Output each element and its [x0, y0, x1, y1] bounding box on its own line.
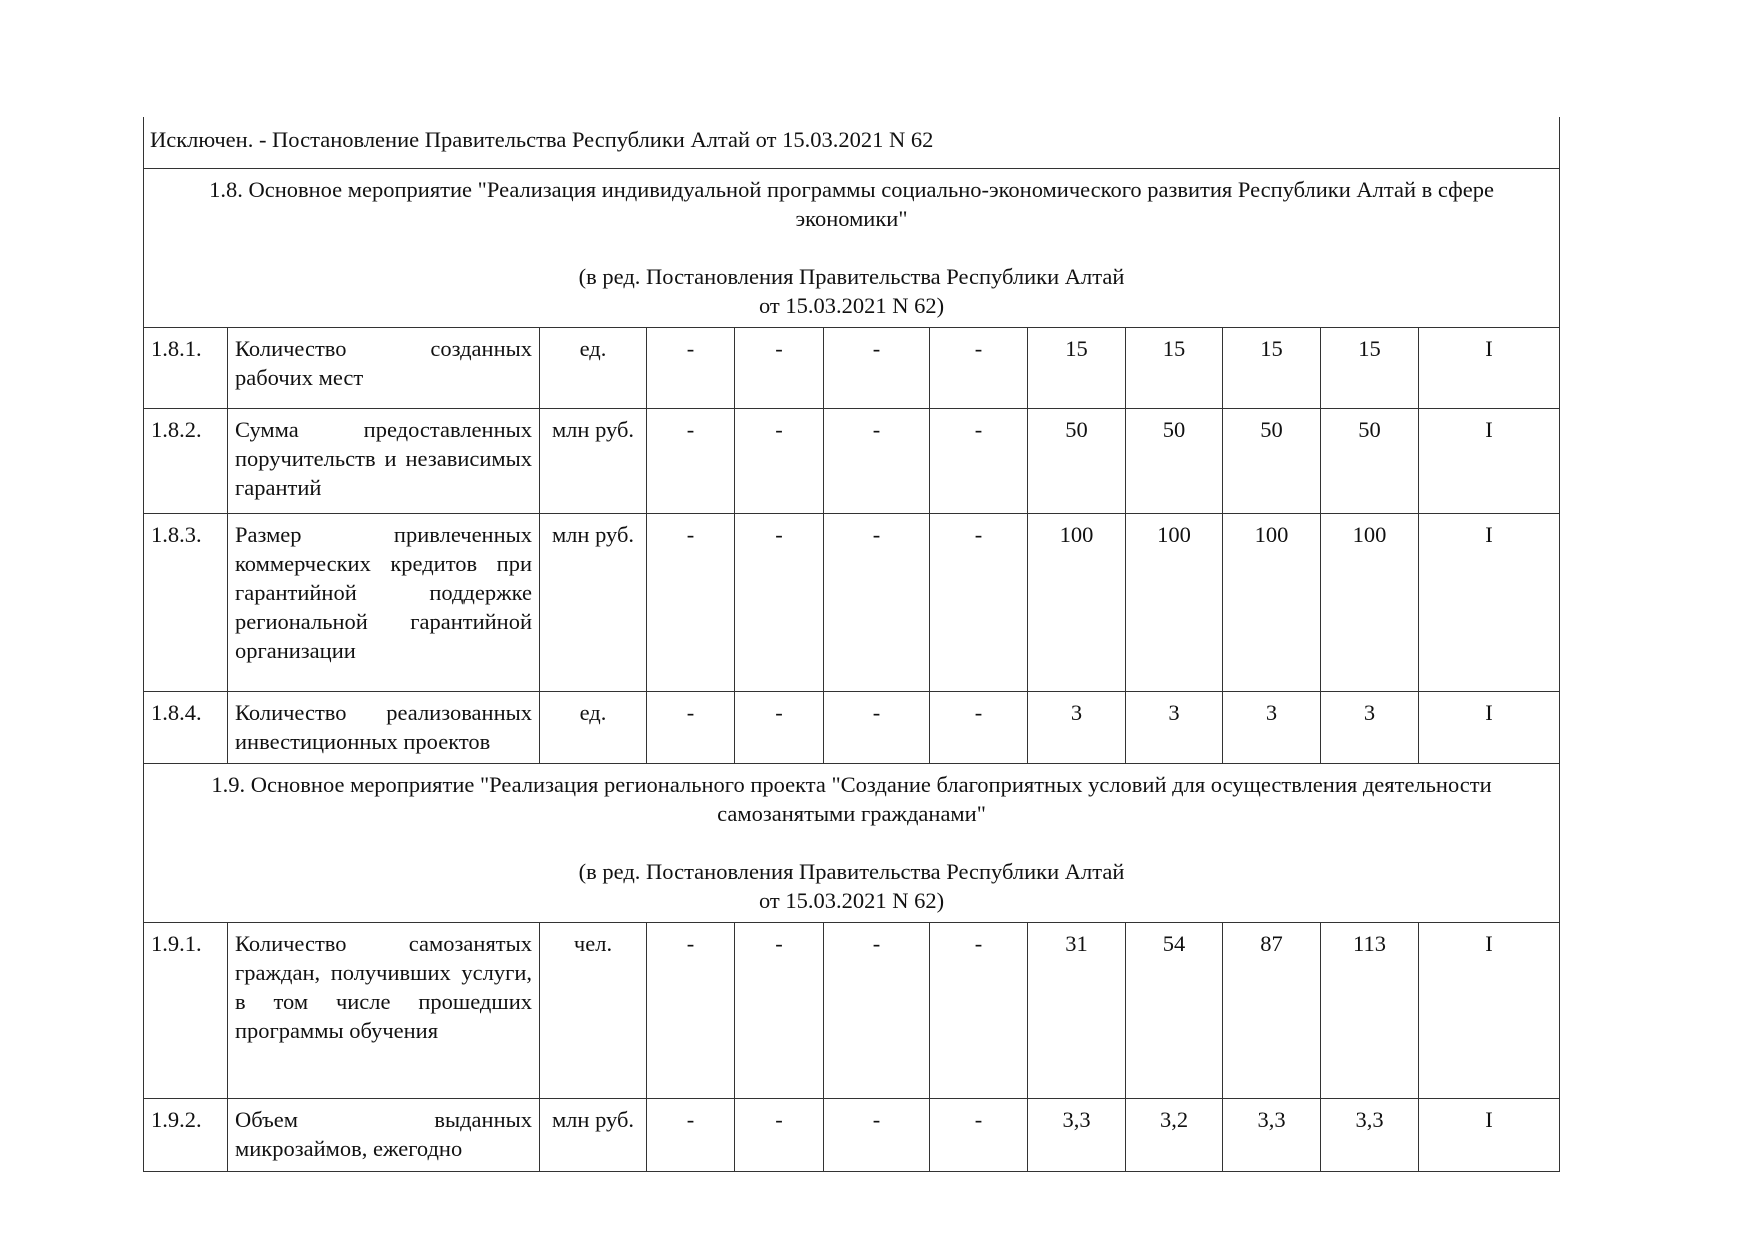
section-title: 1.8. Основное мероприятие "Реализация индивидуальной программы социально-экономического развития Республики Алтай в сфере экономики" [209, 177, 1494, 231]
value: 3,3 [1321, 1099, 1419, 1172]
value: 50 [1223, 409, 1321, 514]
row-number: 1.8.2. [144, 409, 228, 514]
excluded-row [144, 117, 1560, 169]
value: - [735, 514, 824, 692]
value: - [930, 409, 1028, 514]
amendment-note-line1: (в ред. Постановления Правительства Республики Алтай [578, 264, 1125, 289]
indicator-type: I [1419, 692, 1560, 764]
indicator-type: I [1419, 409, 1560, 514]
value: 100 [1126, 514, 1223, 692]
unit: млн руб. [540, 409, 647, 514]
value: 15 [1126, 328, 1223, 409]
unit: чел. [540, 923, 647, 1099]
excluded-note: Исключен. - Постановление Правительства Республики Алтай от 15.03.2021 N 62 [144, 117, 1560, 169]
indicator-type: I [1419, 1099, 1560, 1172]
row-number: 1.8.4. [144, 692, 228, 764]
value: - [930, 328, 1028, 409]
indicator-type: I [1419, 923, 1560, 1099]
value: 100 [1223, 514, 1321, 692]
value: - [735, 1099, 824, 1172]
value: 15 [1223, 328, 1321, 409]
value: 3,3 [1028, 1099, 1126, 1172]
value: 15 [1321, 328, 1419, 409]
value: - [735, 923, 824, 1099]
value: - [930, 692, 1028, 764]
table-row [144, 923, 1560, 1099]
value: 3,3 [1223, 1099, 1321, 1172]
value: 3 [1223, 692, 1321, 764]
amendment-note-line2: от 15.03.2021 N 62) [758, 888, 945, 913]
row-number: 1.9.1. [144, 923, 228, 1099]
value: - [735, 328, 824, 409]
value: - [824, 328, 930, 409]
value: 3,2 [1126, 1099, 1223, 1172]
value: 50 [1126, 409, 1223, 514]
table-row [144, 514, 1560, 692]
indicators-table [143, 117, 1560, 1172]
amendment-note-line1: (в ред. Постановления Правительства Республики Алтай [578, 859, 1125, 884]
value: 50 [1321, 409, 1419, 514]
table-row [144, 1099, 1560, 1172]
value: 3 [1321, 692, 1419, 764]
value: 100 [1321, 514, 1419, 692]
value: 87 [1223, 923, 1321, 1099]
value: - [735, 409, 824, 514]
indicator-name: Сумма предоставленных поручительств и независимых гарантий [228, 409, 540, 514]
amendment-note-line2: от 15.03.2021 N 62) [758, 293, 945, 318]
indicator-name: Объем выданных микрозаймов, ежегодно [228, 1099, 540, 1172]
value: - [647, 328, 735, 409]
value: - [824, 692, 930, 764]
value: - [647, 409, 735, 514]
unit: млн руб. [540, 514, 647, 692]
unit: млн руб. [540, 1099, 647, 1172]
unit: ед. [540, 692, 647, 764]
value: 15 [1028, 328, 1126, 409]
value: 31 [1028, 923, 1126, 1099]
value: 3 [1126, 692, 1223, 764]
value: - [824, 514, 930, 692]
value: - [647, 1099, 735, 1172]
indicator-name: Количество созданных рабочих мест [228, 328, 540, 409]
section-header-1-9 [144, 764, 1560, 923]
row-number: 1.8.3. [144, 514, 228, 692]
unit: ед. [540, 328, 647, 409]
value: - [824, 1099, 930, 1172]
value: - [647, 514, 735, 692]
section-header-1-8 [144, 169, 1560, 328]
value: 50 [1028, 409, 1126, 514]
indicator-type: I [1419, 514, 1560, 692]
value: - [647, 923, 735, 1099]
table-row [144, 409, 1560, 514]
value: 100 [1028, 514, 1126, 692]
value: - [824, 409, 930, 514]
value: 3 [1028, 692, 1126, 764]
table-row [144, 692, 1560, 764]
indicator-type: I [1419, 328, 1560, 409]
section-title: 1.9. Основное мероприятие "Реализация регионального проекта "Создание благоприятных условий для осуществления деятельности самозанятыми гражданами" [211, 772, 1492, 826]
row-number: 1.8.1. [144, 328, 228, 409]
row-number: 1.9.2. [144, 1099, 228, 1172]
indicator-name: Размер привлеченных коммерческих кредитов при гарантийной поддержке региональной гарантийной организации [228, 514, 540, 692]
value: - [647, 692, 735, 764]
table-row [144, 328, 1560, 409]
value: 54 [1126, 923, 1223, 1099]
indicator-name: Количество самозанятых граждан, получивших услуги, в том числе прошедших программы обучения [228, 923, 540, 1099]
value: - [930, 1099, 1028, 1172]
value: - [930, 514, 1028, 692]
indicator-name: Количество реализованных инвестиционных проектов [228, 692, 540, 764]
value: - [735, 692, 824, 764]
value: 113 [1321, 923, 1419, 1099]
value: - [824, 923, 930, 1099]
value: - [930, 923, 1028, 1099]
